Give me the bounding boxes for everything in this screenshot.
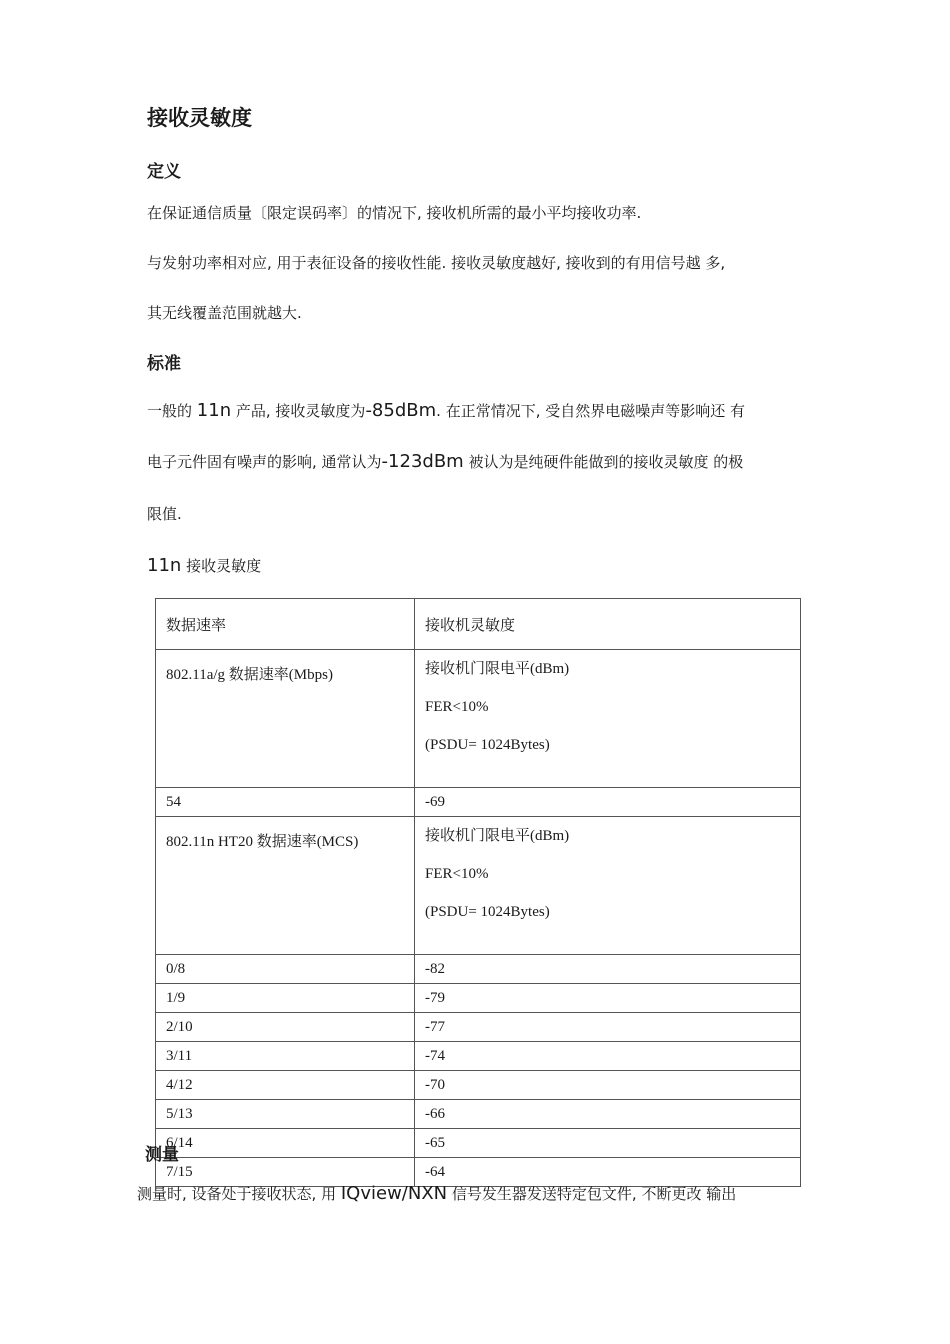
n-label-cell — [156, 817, 415, 955]
header-cell: 数据速率 — [156, 599, 415, 650]
sensitivity-table — [155, 598, 801, 1187]
desc-line: FER<10% — [425, 699, 489, 715]
rate-cell: 3/11 — [156, 1042, 415, 1071]
definition-line-1: 在保证通信质量〔限定误码率〕的情况下, 接收机所需的最小平均接收功率. — [147, 204, 642, 222]
ag-desc-cell — [415, 650, 801, 788]
value-cell: -79 — [415, 984, 801, 1013]
table-row — [156, 1129, 801, 1158]
measurement-text: 测量时, 设备处于接收状态, 用 — [137, 1185, 337, 1203]
table-row — [156, 1071, 801, 1100]
ag-label-cell — [156, 650, 415, 788]
table-row — [156, 955, 801, 984]
desc-line: FER<10% — [425, 866, 489, 882]
value-cell: -64 — [415, 1158, 801, 1187]
table-row — [156, 1013, 801, 1042]
standard-line-3: 限值. — [147, 505, 182, 523]
page-title: 接收灵敏度 — [147, 106, 252, 130]
standard-line-2 — [147, 451, 743, 472]
table-row — [156, 984, 801, 1013]
definition-line-2: 与发射功率相对应, 用于表征设备的接收性能. 接收灵敏度越好, 接收到的有用信号越 多, — [147, 254, 726, 272]
standard-line-1 — [147, 400, 745, 421]
rate-cell: 4/12 — [156, 1071, 415, 1100]
definition-line-3: 其无线覆盖范围就越大. — [147, 304, 302, 322]
table-row — [156, 1042, 801, 1071]
value-cell: -82 — [415, 955, 801, 984]
section-heading-standard: 标准 — [147, 354, 181, 374]
rate-cell: 7/15 — [156, 1158, 415, 1187]
table-caption — [147, 555, 261, 576]
measurement-line-1 — [137, 1183, 736, 1204]
section-heading-definition: 定义 — [147, 162, 181, 182]
value-cell: -70 — [415, 1071, 801, 1100]
rate-cell: 2/10 — [156, 1013, 415, 1042]
header-cell: 接收机灵敏度 — [415, 599, 801, 650]
n-desc-cell — [415, 817, 801, 955]
table-row — [156, 788, 801, 817]
rate-cell: 6/14 — [156, 1129, 415, 1158]
table-row-n-spec — [156, 817, 801, 955]
desc-line: (PSDU= 1024Bytes) — [425, 737, 550, 753]
value-cell: -77 — [415, 1013, 801, 1042]
caption-text: 接收灵敏度 — [186, 557, 262, 575]
table-row-ag-spec — [156, 650, 801, 788]
value-cell: -65 — [415, 1129, 801, 1158]
measurement-text: 信号发生器发送特定包文件, 不断更改 输出 — [451, 1185, 737, 1203]
value-cell: -66 — [415, 1100, 801, 1129]
desc-line: (PSDU= 1024Bytes) — [425, 904, 550, 920]
rate-cell: 0/8 — [156, 955, 415, 984]
desc-line: 接收机门限电平(dBm) — [425, 661, 570, 677]
rate-cell: 1/9 — [156, 984, 415, 1013]
standard-text: 产品, 接收灵敏度为 — [235, 402, 366, 420]
rate-cell: 54 — [156, 788, 415, 817]
standard-text: 电子元件固有噪声的影响, 通常认为 — [147, 453, 382, 471]
n-label: 802.11n HT20 数据速率(MCS) — [166, 834, 359, 850]
standard-85dbm: -85dBm — [365, 400, 437, 421]
value-cell: -74 — [415, 1042, 801, 1071]
standard-text: 被认为是纯硬件能做到的接收灵敏度 的极 — [468, 453, 744, 471]
caption-11n: 11n — [147, 555, 182, 576]
table-header-row — [156, 599, 801, 650]
standard-text: 一般的 — [147, 402, 193, 420]
standard-11n: 11n — [196, 400, 232, 421]
value-cell: -69 — [415, 788, 801, 817]
standard-text: . 在正常情况下, 受自然界电磁噪声等影响还 有 — [436, 402, 745, 420]
ag-label: 802.11a/g 数据速率(Mbps) — [166, 667, 333, 683]
desc-line: 接收机门限电平(dBm) — [425, 828, 570, 844]
measurement-iqview: IQview/NXN — [340, 1183, 448, 1204]
table-row — [156, 1100, 801, 1129]
section-heading-measurement: 测量 — [145, 1145, 179, 1165]
standard-123dbm: -123dBm — [381, 451, 464, 472]
rate-cell: 5/13 — [156, 1100, 415, 1129]
